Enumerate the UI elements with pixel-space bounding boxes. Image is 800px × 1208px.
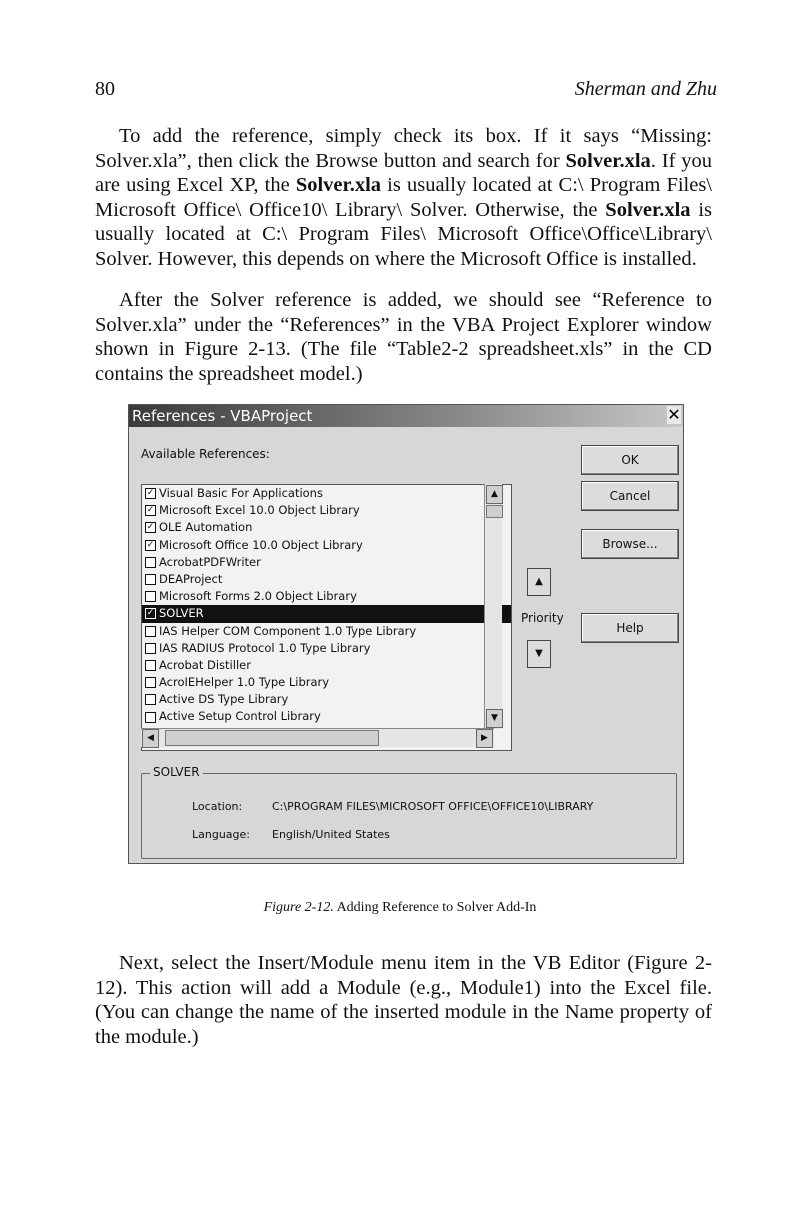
help-button[interactable]: Help [581,613,679,643]
references-dialog [128,404,684,864]
dialog-titlebar[interactable] [129,405,683,427]
paragraph-after-reference: After the Solver reference is added, we should see “Reference to Solver.xla” under the “References” in the VBA Project Explorer window shown in Figure 2-13. (The file “Table2-2 spreadsheet.xls” in the CD contains the spreadsheet model.) [95,289,712,385]
ok-button[interactable]: OK [581,445,679,475]
horizontal-scroll-thumb[interactable] [165,730,379,746]
reference-checkbox[interactable] [145,660,156,671]
location-value: C:\PROGRAM FILES\MICROSOFT OFFICE\OFFICE10\LIBRARY [272,800,594,813]
reference-checkbox[interactable] [145,557,156,568]
reference-label: Acrobat Distiller [159,657,251,672]
reference-item[interactable] [142,691,511,708]
paragraph1-text-1: To add the reference, simply check its box. If it says “Missing: Solver.xla”, then click the Browse button and search for [95,125,712,172]
reference-item[interactable] [142,588,511,605]
reference-item[interactable] [142,571,511,588]
reference-item[interactable] [142,623,511,640]
reference-label: OLE Automation [159,520,253,535]
available-references-label: Available References: [141,447,270,461]
language-label: Language: [192,828,250,841]
reference-item[interactable] [142,502,511,519]
reference-checkbox[interactable]: ✓ [146,505,155,516]
reference-checkbox[interactable]: ✓ [146,539,155,550]
reference-checkbox[interactable] [145,677,156,688]
reference-checkbox[interactable] [145,643,156,654]
reference-item[interactable] [142,640,511,657]
paragraph-insert-module: Next, select the Insert/Module menu item in the VB Editor (Figure 2-12). This action will add a Module (e.g., Module1) into the Excel file. (You can change the name of the inserted module in the Name property of the module.) [95,952,712,1048]
reference-item[interactable] [142,708,511,725]
paragraph1-text-3: is usually located at C:\ Program Files\ Microsoft Office\ Office10\ Library\ Solver. Otherwise, the [95,174,713,221]
reference-item[interactable] [142,657,511,674]
references-list[interactable] [141,484,512,751]
reference-checkbox[interactable] [145,626,156,637]
paragraph1-bold-1: Solver.xla [565,149,651,172]
browse-button[interactable]: Browse... [581,529,679,559]
reference-label: SOLVER [159,606,204,621]
paragraph1-text-4: is usually located at C:\ Program Files\ Microsoft Office\Office\Library\ Solver. However, this depends on where the Microsoft Office is installed. [95,198,712,270]
location-label: Location: [192,800,243,813]
reference-item[interactable] [142,485,511,502]
list-vertical-scrollbar[interactable] [484,484,502,729]
paragraph1-text-2: . If you are using Excel XP, the [95,149,713,197]
scroll-right-icon[interactable]: ▶ [476,729,493,748]
scroll-left-icon[interactable]: ◀ [142,729,159,748]
running-head: Sherman and Zhu [574,78,717,100]
reference-item[interactable] [142,519,511,536]
reference-item[interactable] [142,674,511,691]
reference-label: Active Setup Control Library [159,709,321,724]
reference-checkbox[interactable] [145,574,156,585]
reference-checkbox[interactable] [145,712,156,723]
reference-label: Visual Basic For Applications [159,486,323,500]
reference-checkbox[interactable] [145,694,156,705]
priority-down-icon[interactable]: ▼ [527,640,551,668]
reference-checkbox[interactable]: ✓ [146,522,155,533]
reference-checkbox[interactable]: ✓ [146,488,155,499]
figure-label: Figure 2-12. [263,900,334,915]
group-title: SOLVER [150,765,203,779]
references-list-items [142,485,511,726]
paragraph1-bold-2: Solver.xla [295,174,382,197]
scroll-down-icon[interactable]: ▼ [486,709,503,728]
reference-details-group [141,765,677,859]
reference-label: Microsoft Excel 10.0 Object Library [159,503,360,518]
reference-checkbox[interactable]: ✓ [146,608,155,619]
scroll-up-icon[interactable]: ▲ [486,485,503,504]
reference-checkbox[interactable] [145,591,156,602]
page-number: 80 [95,78,115,100]
paragraph1-bold-3: Solver.xla [605,198,691,221]
priority-label: Priority [521,611,564,625]
paragraph-reference-instructions [95,124,712,272]
reference-label: Active DS Type Library [159,692,289,707]
reference-label: IAS RADIUS Protocol 1.0 Type Library [159,640,371,655]
reference-label: IAS Helper COM Component 1.0 Type Library [159,623,417,638]
reference-label: AcroIEHelper 1.0 Type Library [159,675,330,690]
priority-up-icon[interactable]: ▲ [527,568,551,596]
reference-item[interactable] [142,537,511,554]
list-horizontal-scrollbar[interactable] [141,728,494,747]
reference-label: DEAProject [159,571,223,586]
reference-label: Microsoft Office 10.0 Object Library [159,537,363,552]
scroll-thumb[interactable] [486,505,503,518]
reference-item[interactable] [142,605,511,622]
language-value: English/United States [272,828,390,841]
reference-label: AcrobatPDFWriter [159,554,261,569]
dialog-title: References - VBAProject [132,407,313,425]
figure-caption-text: Adding Reference to Solver Add-In [336,900,537,915]
reference-item[interactable] [142,554,511,571]
close-icon[interactable]: ✕ [667,405,681,424]
cancel-button[interactable]: Cancel [581,481,679,511]
figure-caption [0,900,800,916]
reference-label: Microsoft Forms 2.0 Object Library [159,589,357,604]
